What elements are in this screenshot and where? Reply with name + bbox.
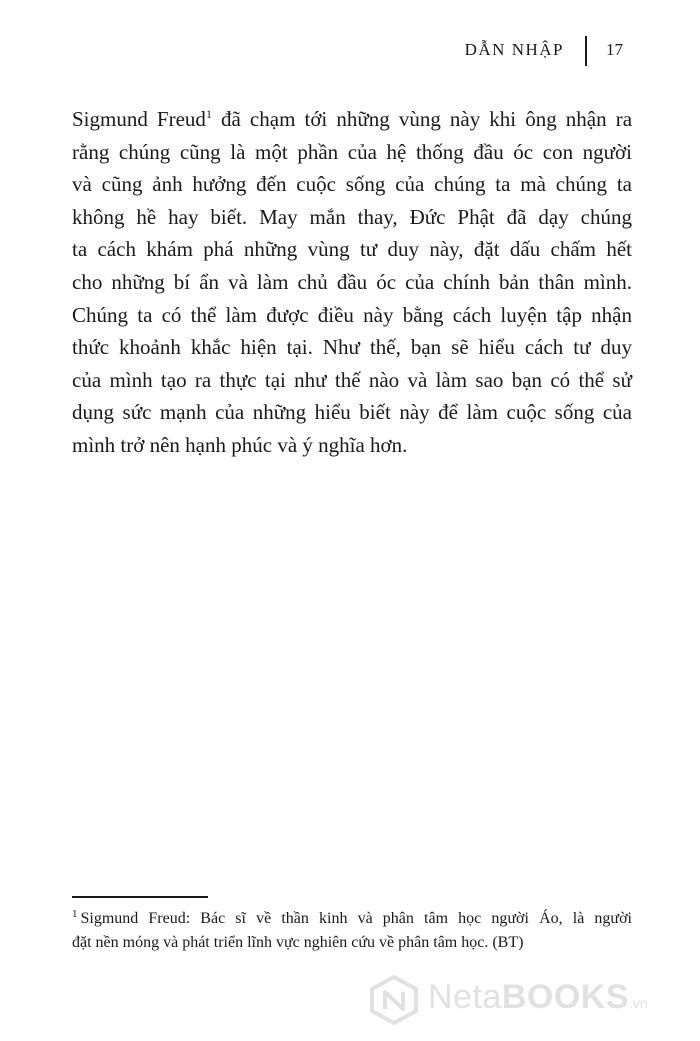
footnote bbox=[72, 907, 632, 955]
body-line-1-text: đã chạm tới những vùng này khi ông nhận ra bbox=[221, 107, 633, 131]
body-line-10: dụng sức mạnh của những hiểu biết này để làm cuộc sống của bbox=[72, 400, 632, 425]
body-line-4: không hề hay biết. May mắn thay, Đức Phật đã dạy chúng bbox=[72, 204, 632, 229]
page-number: 17 bbox=[606, 40, 623, 59]
footnote-reference: 1 bbox=[205, 107, 212, 121]
watermark-brand bbox=[428, 978, 648, 1017]
body-paragraph bbox=[72, 103, 632, 462]
body-line-2: rằng chúng cũng là một phần của hệ thống đầu óc con người bbox=[72, 139, 632, 164]
netabooks-logo-icon bbox=[368, 974, 420, 1026]
body-line-7: Chúng ta có thể làm được điều này bằng cách luyện tập nhận bbox=[72, 302, 632, 327]
footnote-separator bbox=[72, 896, 208, 898]
watermark bbox=[368, 972, 688, 1032]
body-line-8: thức khoảnh khắc hiện tại. Như thế, bạn sẽ hiểu cách tư duy bbox=[72, 335, 632, 360]
body-line-6: cho những bí ẩn và làm chủ đầu óc của chính bản thân mình. bbox=[72, 269, 632, 294]
watermark-brand-bold: BOOKS bbox=[501, 978, 630, 1016]
body-line-1 bbox=[72, 103, 632, 136]
watermark-brand-light: Neta bbox=[428, 978, 502, 1016]
footnote-line-2: đặt nền móng và phát triển lĩnh vực nghiên cứu về phân tâm học. (BT) bbox=[72, 934, 524, 951]
header-divider bbox=[585, 36, 587, 66]
body-line-3: và cũng ảnh hưởng đến cuộc sống của chúng ta mà chúng ta bbox=[72, 172, 632, 197]
running-head bbox=[0, 36, 700, 66]
footnote-line-1-text: Sigmund Freud: Bác sĩ về thần kinh và phân tâm học người Áo, là người bbox=[80, 910, 632, 927]
running-title: DẪN NHẬP bbox=[464, 40, 564, 59]
footnote-number: 1 bbox=[72, 907, 78, 920]
first-line-lead: Sigmund Freud bbox=[72, 107, 206, 131]
body-line-11: mình trở nên hạnh phúc và ý nghĩa hơn. bbox=[72, 432, 408, 457]
watermark-domain: .vn bbox=[629, 995, 648, 1011]
footnote-line-1 bbox=[72, 907, 632, 931]
body-line-9: của mình tạo ra thực tại như thế nào và làm sao bạn có thể sử bbox=[72, 367, 632, 392]
body-line-5: ta cách khám phá những vùng tư duy này, đặt dấu chấm hết bbox=[72, 237, 632, 262]
